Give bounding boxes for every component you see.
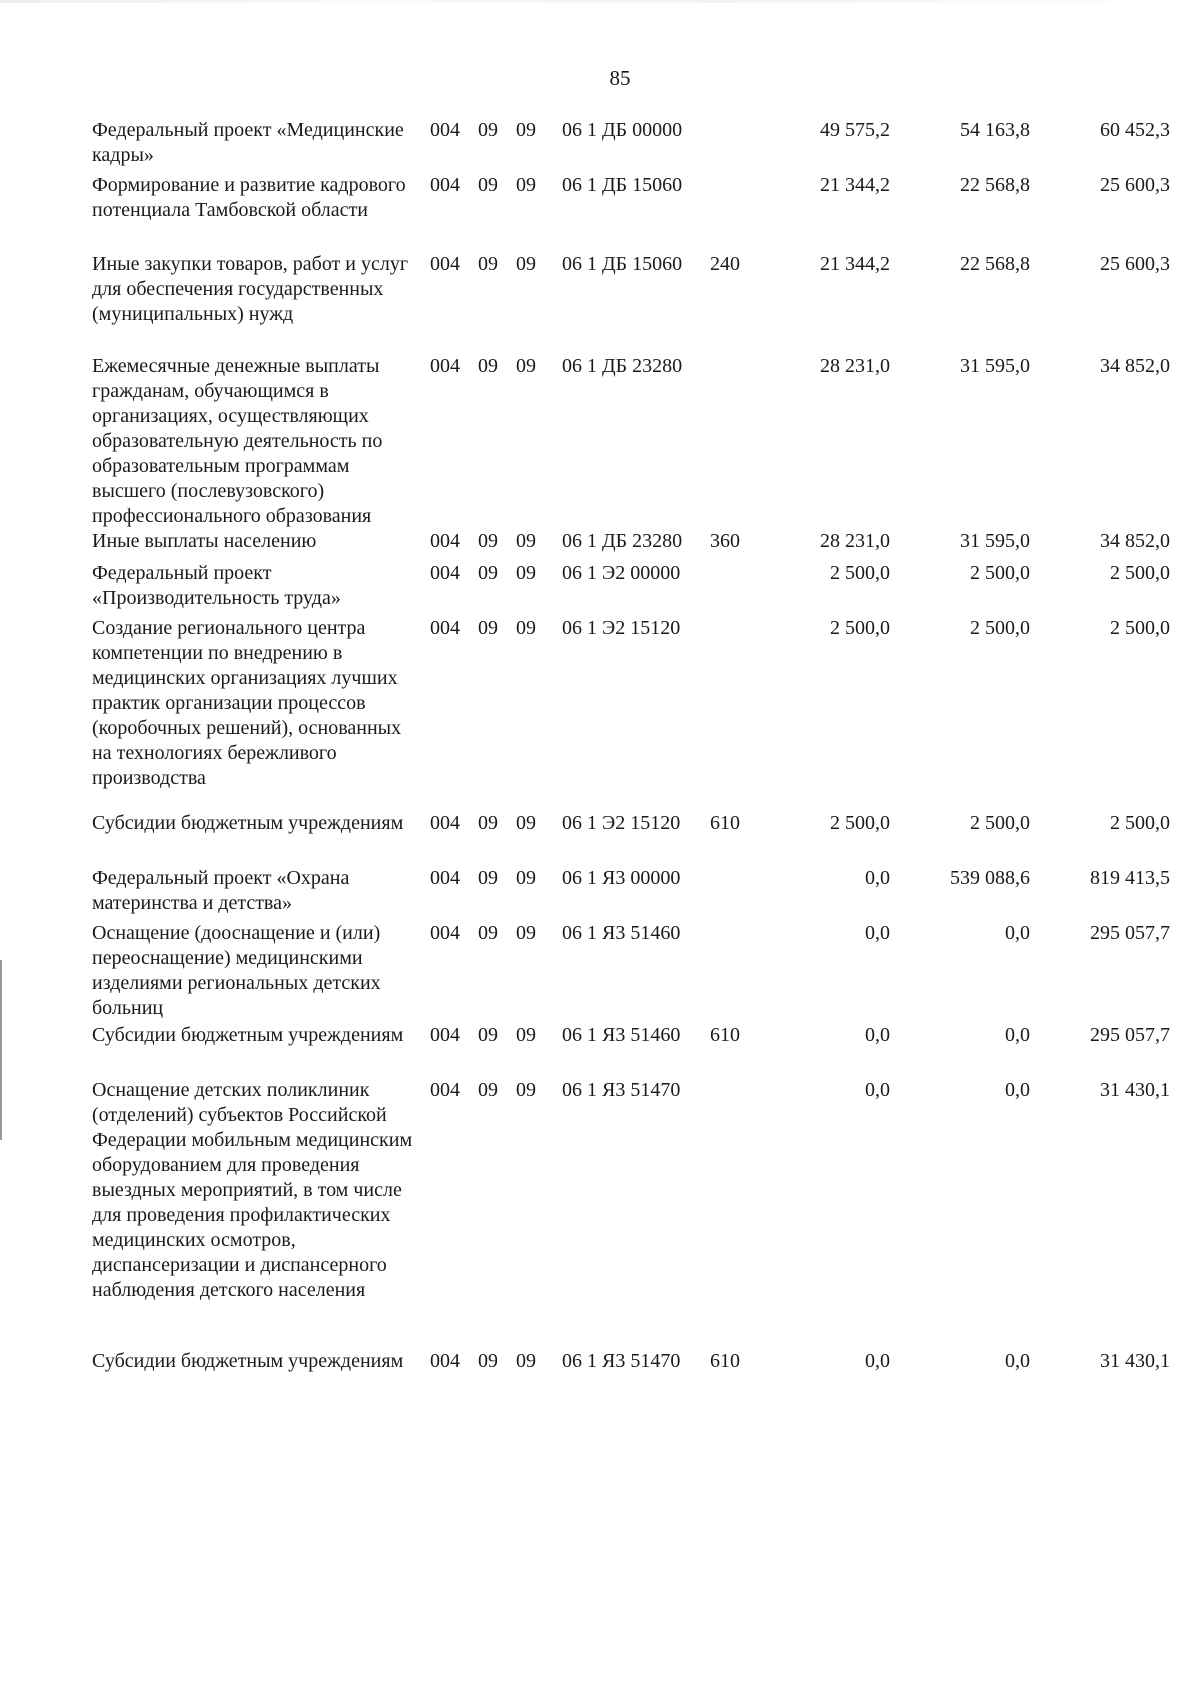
row-section: 09	[478, 119, 498, 141]
row-subsection: 09	[516, 617, 536, 639]
row-amount-year1: 21 344,2	[820, 174, 890, 196]
row-amount-year2: 31 595,0	[960, 355, 1030, 377]
row-target-article: 06 1 ДБ 15060	[562, 253, 683, 275]
row-amount-year1: 0,0	[865, 1024, 890, 1046]
row-subsection: 09	[516, 1024, 536, 1046]
scan-edge	[0, 0, 1200, 3]
row-amount-year3: 31 430,1	[1100, 1350, 1170, 1372]
row-name: Создание регионального центра компетенции по внедрению в медицинских организациях лучших практик организации процессов (коробочных решений), основанных на технологиях бережливого производства	[92, 617, 402, 789]
row-amount-year3: 60 452,3	[1100, 119, 1170, 141]
row-expense-type: 610	[710, 812, 740, 834]
row-amount-year2: 22 568,8	[960, 174, 1030, 196]
row-name: Ежемесячные денежные выплаты гражданам, обучающимся в организациях, осуществляющих образовательную деятельность по образовательным программам высшего (послевузовского) профессионального образования	[92, 355, 383, 527]
row-amount-year2: 539 088,6	[950, 867, 1030, 889]
row-section: 09	[478, 922, 498, 944]
row-amount-year3: 295 057,7	[1090, 1024, 1170, 1046]
row-ved: 004	[430, 1079, 460, 1101]
row-amount-year2: 0,0	[1005, 1350, 1030, 1372]
row-name: Иные выплаты населению	[92, 530, 317, 552]
row-amount-year1: 28 231,0	[820, 355, 890, 377]
row-name: Иные закупки товаров, работ и услуг для обеспечения государственных (муниципальных) нужд	[92, 253, 409, 325]
row-amount-year3: 2 500,0	[1110, 562, 1170, 584]
row-target-article: 06 1 Я3 51460	[562, 922, 681, 944]
row-subsection: 09	[516, 867, 536, 889]
row-amount-year2: 2 500,0	[970, 617, 1030, 639]
row-ved: 004	[430, 922, 460, 944]
row-section: 09	[478, 174, 498, 196]
row-section: 09	[478, 617, 498, 639]
row-name: Федеральный проект «Медицинские кадры»	[92, 119, 404, 166]
row-section: 09	[478, 562, 498, 584]
row-amount-year3: 34 852,0	[1100, 355, 1170, 377]
row-target-article: 06 1 ДБ 15060	[562, 174, 683, 196]
row-target-article: 06 1 Я3 51470	[562, 1350, 681, 1372]
row-section: 09	[478, 355, 498, 377]
row-name: Формирование и развитие кадрового потенциала Тамбовской области	[92, 174, 406, 221]
row-amount-year3: 295 057,7	[1090, 922, 1170, 944]
row-target-article: 06 1 ДБ 23280	[562, 355, 683, 377]
row-amount-year1: 0,0	[865, 867, 890, 889]
row-ved: 004	[430, 174, 460, 196]
row-subsection: 09	[516, 1350, 536, 1372]
row-section: 09	[478, 530, 498, 552]
row-subsection: 09	[516, 922, 536, 944]
row-section: 09	[478, 867, 498, 889]
row-amount-year1: 49 575,2	[820, 119, 890, 141]
row-ved: 004	[430, 1024, 460, 1046]
row-amount-year2: 2 500,0	[970, 562, 1030, 584]
row-expense-type: 360	[710, 530, 740, 552]
row-ved: 004	[430, 253, 460, 275]
row-amount-year2: 31 595,0	[960, 530, 1030, 552]
row-subsection: 09	[516, 812, 536, 834]
row-subsection: 09	[516, 1079, 536, 1101]
row-amount-year3: 31 430,1	[1100, 1079, 1170, 1101]
row-name: Федеральный проект «Охрана материнства и детства»	[92, 867, 350, 914]
row-subsection: 09	[516, 530, 536, 552]
row-section: 09	[478, 1350, 498, 1372]
row-amount-year3: 25 600,3	[1100, 174, 1170, 196]
row-amount-year1: 2 500,0	[830, 562, 890, 584]
row-amount-year2: 22 568,8	[960, 253, 1030, 275]
row-ved: 004	[430, 530, 460, 552]
row-amount-year1: 0,0	[865, 1350, 890, 1372]
row-amount-year1: 0,0	[865, 1079, 890, 1101]
row-subsection: 09	[516, 562, 536, 584]
row-ved: 004	[430, 617, 460, 639]
row-amount-year2: 2 500,0	[970, 812, 1030, 834]
row-section: 09	[478, 1079, 498, 1101]
row-target-article: 06 1 ДБ 23280	[562, 530, 683, 552]
row-ved: 004	[430, 1350, 460, 1372]
row-amount-year2: 0,0	[1005, 1024, 1030, 1046]
row-amount-year1: 21 344,2	[820, 253, 890, 275]
row-amount-year3: 25 600,3	[1100, 253, 1170, 275]
row-section: 09	[478, 812, 498, 834]
row-target-article: 06 1 Я3 51460	[562, 1024, 681, 1046]
scan-left-edge	[0, 960, 2, 1140]
row-target-article: 06 1 ДБ 00000	[562, 119, 683, 141]
row-name: Оснащение детских поликлиник (отделений) субъектов Российской Федерации мобильным медицинским оборудованием для проведения выездных мероприятий, в том числе для проведения профилактических медицинских осмотров, диспансеризации и диспансерного наблюдения детского населения	[92, 1079, 413, 1301]
row-amount-year3: 34 852,0	[1100, 530, 1170, 552]
row-target-article: 06 1 Э2 00000	[562, 562, 681, 584]
row-name: Федеральный проект «Производительность труда»	[92, 562, 341, 609]
row-name: Субсидии бюджетным учреждениям	[92, 1350, 404, 1372]
row-subsection: 09	[516, 174, 536, 196]
row-amount-year2: 0,0	[1005, 1079, 1030, 1101]
row-expense-type: 240	[710, 253, 740, 275]
row-ved: 004	[430, 562, 460, 584]
row-amount-year3: 2 500,0	[1110, 812, 1170, 834]
row-section: 09	[478, 1024, 498, 1046]
row-section: 09	[478, 253, 498, 275]
row-amount-year1: 0,0	[865, 922, 890, 944]
row-expense-type: 610	[710, 1024, 740, 1046]
row-amount-year1: 2 500,0	[830, 617, 890, 639]
row-subsection: 09	[516, 253, 536, 275]
row-ved: 004	[430, 355, 460, 377]
row-target-article: 06 1 Э2 15120	[562, 812, 681, 834]
row-name: Оснащение (дооснащение и (или) переоснащение) медицинскими изделиями региональных детских больниц	[92, 922, 381, 1019]
row-subsection: 09	[516, 355, 536, 377]
row-amount-year2: 0,0	[1005, 922, 1030, 944]
row-name: Субсидии бюджетным учреждениям	[92, 812, 404, 834]
row-amount-year3: 819 413,5	[1090, 867, 1170, 889]
page-number: 85	[609, 66, 631, 90]
row-expense-type: 610	[710, 1350, 740, 1372]
row-amount-year1: 2 500,0	[830, 812, 890, 834]
row-name: Субсидии бюджетным учреждениям	[92, 1024, 404, 1046]
row-target-article: 06 1 Э2 15120	[562, 617, 681, 639]
row-ved: 004	[430, 119, 460, 141]
row-subsection: 09	[516, 119, 536, 141]
row-target-article: 06 1 Я3 51470	[562, 1079, 681, 1101]
row-target-article: 06 1 Я3 00000	[562, 867, 681, 889]
row-amount-year3: 2 500,0	[1110, 617, 1170, 639]
row-ved: 004	[430, 812, 460, 834]
row-amount-year1: 28 231,0	[820, 530, 890, 552]
row-amount-year2: 54 163,8	[960, 119, 1030, 141]
row-ved: 004	[430, 867, 460, 889]
